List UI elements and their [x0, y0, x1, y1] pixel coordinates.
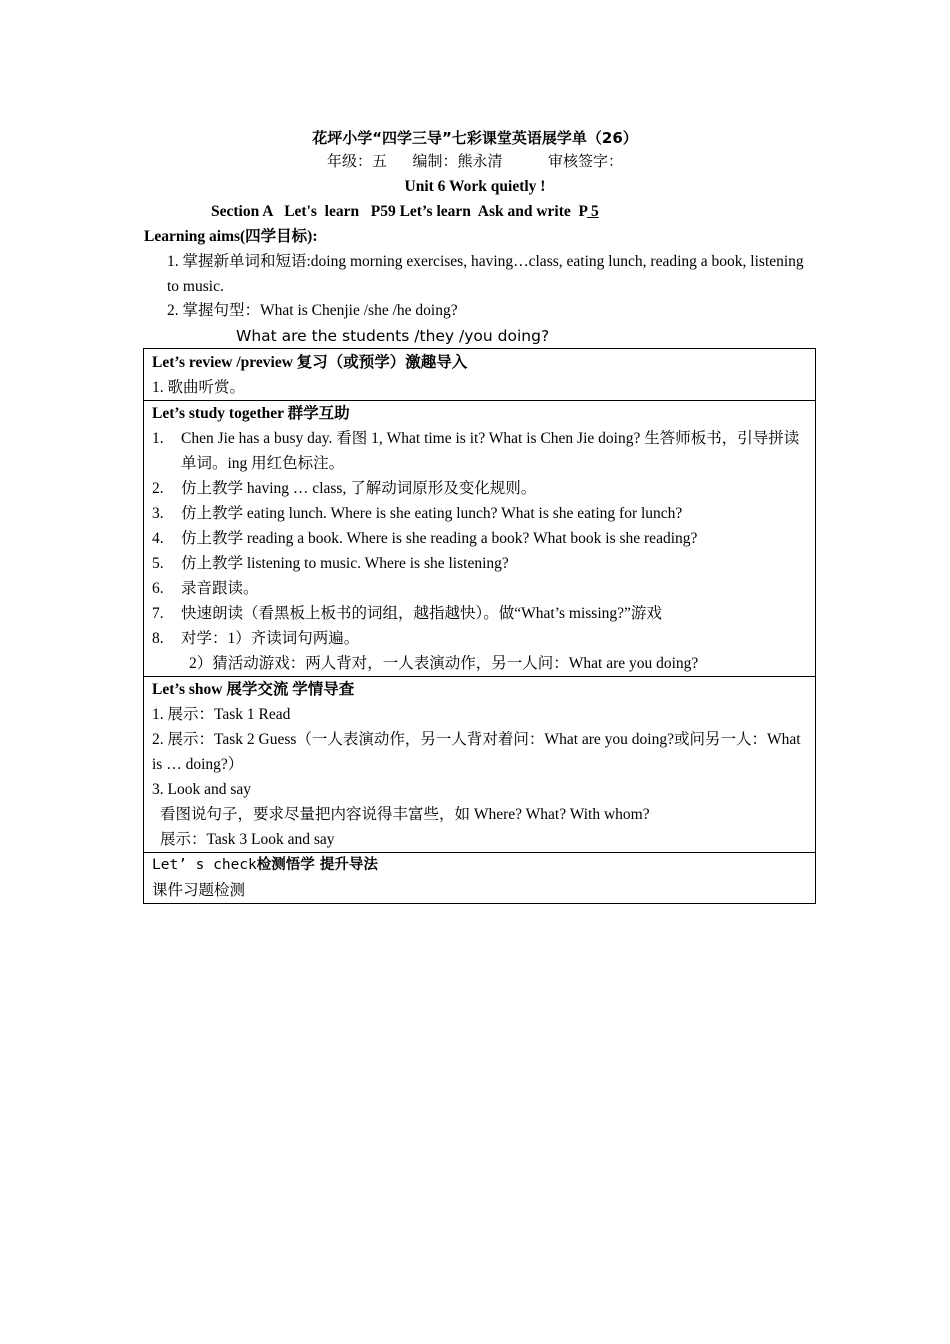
reviewer-label: 审核签字：	[548, 154, 624, 170]
check-heading	[152, 853, 807, 878]
document-title: 花坪小学“四学三导”七彩课堂英语展学单（26）	[312, 129, 638, 147]
study-heading: Let’s study together 群学互助	[152, 405, 350, 422]
study-row	[144, 401, 816, 677]
review-row	[144, 349, 816, 401]
review-heading: Let’s review /preview 复习（或预学）激趣导入	[152, 354, 468, 371]
study-item: 8. 对学：1）齐读词句两遍。	[152, 630, 360, 647]
check-heading-cn: 检测悟学 提升导法	[256, 857, 378, 873]
unit-title: Unit 6 Work quietly !	[404, 178, 546, 195]
study-item: 1. Chen Jie has a busy day. 看图 1, What time is it? What is Chen Jie doing? 生答师板书，引导拼读单词。ing 用红色标注。	[152, 430, 800, 472]
study-item: 7. 快速朗读（看黑板上板书的词组，越指越快）。做“What’s missing?”游戏	[152, 605, 662, 622]
section-text: Section A Let's learn P59 Let’s learn Ask and write P	[211, 203, 588, 220]
study-item: 2. 仿上教学 having … class, 了解动词原形及变化规则。	[152, 480, 537, 497]
review-line-1: 1. 歌曲听赏。	[152, 379, 246, 396]
check-line-1: 课件习题检测	[152, 882, 246, 899]
check-row	[144, 853, 816, 904]
show-heading: Let’s show 展学交流 学情导查	[152, 681, 355, 698]
aim-item-1: 1. 掌握新单词和短语:doing morning exercises, having…class, eating lunch, reading a book, listening to music.	[167, 253, 804, 295]
aim-item-2-continued: What are the students /they /you doing?	[236, 327, 550, 345]
check-heading-en: Let’ s check	[152, 857, 257, 873]
study-item: 6. 录音跟读。	[152, 580, 259, 597]
show-line-4: 看图说句子，要求尽量把内容说得丰富些，如 Where? What? With whom?	[160, 806, 650, 823]
study-item: 4. 仿上教学 reading a book. Where is she reading a book? What book is she reading?	[152, 530, 698, 547]
aims-heading: Learning aims(四学目标):	[144, 228, 318, 245]
show-line-2: 2. 展示：Task 2 Guess（一人表演动作，另一人背对着问：What are you doing?或问另一人：What is … doing?）	[152, 731, 801, 773]
study-item: 5. 仿上教学 listening to music. Where is she listening?	[152, 555, 509, 572]
study-item-8-sub: 2）猜活动游戏：两人背对，一人表演动作，另一人问：What are you doing?	[189, 655, 699, 672]
section-page-number: 5	[587, 203, 599, 220]
aim-item-2: 2. 掌握句型：What is Chenjie /she /he doing?	[167, 302, 458, 319]
section-line	[211, 202, 599, 222]
show-row	[144, 677, 816, 853]
study-item: 3. 仿上教学 eating lunch. Where is she eating lunch? What is she eating for lunch?	[152, 505, 683, 522]
show-line-5: 展示：Task 3 Look and say	[160, 831, 335, 848]
lesson-table	[143, 348, 816, 904]
grade-label: 年级：五	[326, 154, 387, 170]
show-line-1: 1. 展示：Task 1 Read	[152, 706, 291, 723]
show-line-3: 3. Look and say	[152, 781, 252, 798]
meta-line	[0, 152, 950, 172]
editor-label: 编制：熊永清	[412, 154, 503, 170]
